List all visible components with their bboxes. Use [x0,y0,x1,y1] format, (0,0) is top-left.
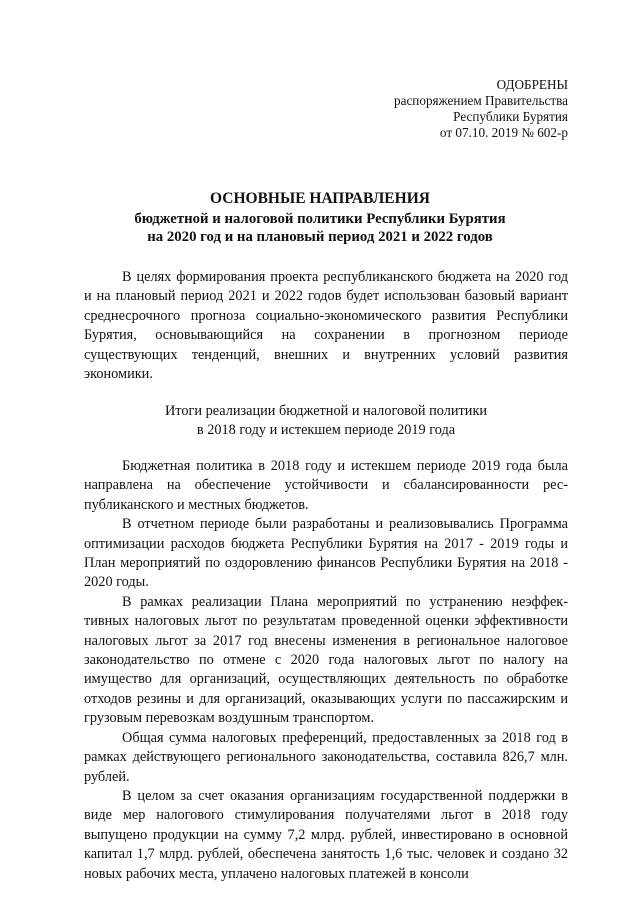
approval-line-1: ОДОБРЕНЫ [496,77,568,92]
section-heading-line-1: Итоги реализации бюджетной и налоговой политики [164,403,488,419]
paragraph-state-support: В целом за счет оказания организациям государственной поддержки в виде мер налогового стимулирования получателями льгот в 2018 году выпущено продукции на сумму 7,2 млрд. рублей, инвестировано в основной капитал 1,7 млрд. рублей, обеспечена занятость 1,6 тыс. человек и создано 32 новых рабочих места, уплачено налоговых платежей в консоли [84,787,568,882]
approval-line-3: Республики Бурятия [453,109,568,124]
main-text [84,457,568,884]
title-main: ОСНОВНЫЕ НАПРАВЛЕНИЯ [210,190,430,207]
section-heading-line-2: в 2018 году и истекшем периоде 2019 года [196,422,456,439]
paragraph-budget-policy: Бюджетная политика в 2018 году и истекшем периоде 2019 года была направлена на обеспечение устойчивости и сбалансированности республиканского и местных бюджетов. [84,458,568,513]
title-subtitle-2: на 2020 год и на плановый период 2021 и 2022 годов [147,229,493,245]
paragraph-optimization-program: В отчетном периоде были разработаны и реализовывались Программа оптимизации расходов бюджета Республики Бурятия на 2017 - 2019 годы и План мероприятий по оздоровлению финансов Республики Бурятия на 2018 - 2020 годы. [84,516,568,591]
paragraph-tax-benefits: В рамках реализации Плана мероприятий по устранению неэффективных налоговых льгот по результатам проведенной оценки эффективности налоговых льгот за 2017 год внесены изменения в региональное налоговое законодательство по отмене с 2020 года налоговых льгот по налогу на имущество для организаций, осуществляющих деятельность по обработке отходов резины и для организаций, оказывающих услуги по пассажирским и грузовым перевозкам воздушным транспортом. [84,593,568,727]
title-subtitle-1: бюджетной и налоговой политики Республики Бурятия [134,210,506,227]
paragraph-tax-preferences: Общая сумма налоговых преференций, предоставленных за 2018 год в рамках действующего регионального законодательства, составила 826,7 млн. рублей. [84,729,568,785]
approval-line-4: от 07.10. 2019 № 602-р [439,125,568,140]
intro-section [84,268,568,384]
approval-line-2: распоряжением Правительства [394,93,568,108]
section-heading [84,402,568,441]
approval-stamp [394,77,568,141]
document-title [80,190,560,247]
intro-paragraph: В целях формирования проекта республиканского бюджета на 2020 год и на плановый период 2021 и 2022 годов будет использован базовый вариант среднесрочного прогноза социально-экономического развития Республики Бурятия, основывающийся на сохранении в прогнозном периоде существующих тенденций, внешних и внутренних условий развития экономики. [84,269,568,383]
